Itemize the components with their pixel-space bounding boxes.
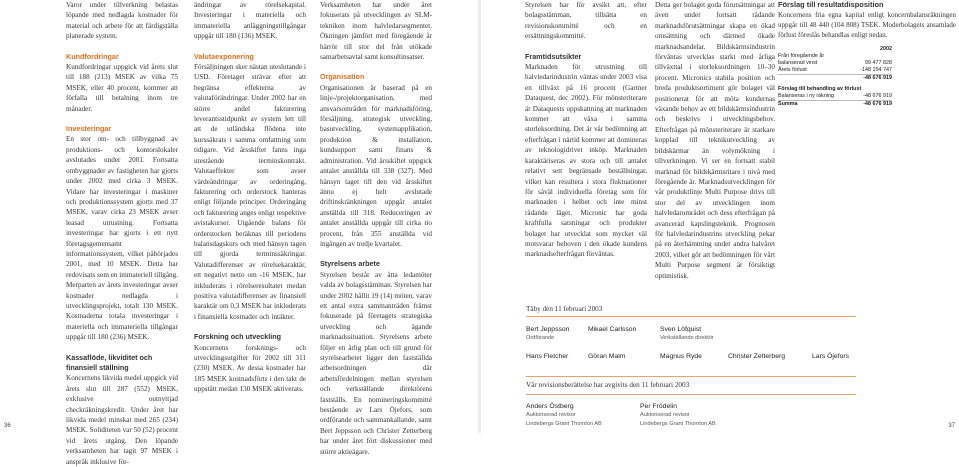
sidebar-heading: Förslag till resultatdisposition	[778, 0, 884, 9]
table-cell: balanserad vinst	[778, 60, 818, 66]
section-heading: Styrelsens arbete	[320, 259, 380, 269]
auditor-firm: Lindebergs Grant Thornton AB	[640, 421, 716, 427]
left-page	[0, 0, 478, 466]
year-header: 2002	[880, 46, 892, 52]
signatory	[728, 352, 785, 361]
section-heading: Investeringar	[66, 124, 112, 134]
paragraph: Detta ger bolaget goda förutsättningar att även under fortsatt rådande marknadsförutsättningar skapa en ökad omsättning och därmed ökade marknadsandelar. Bildskärmsindustrin förväntas utvecklas starkt med årliga tillväxttal i storleksordningen 10–30 procent. Micronics stabila position och breda produktsortiment gör bolaget väl positionerat för att möta kundernas växande behov av ett bildskärmsindustrin och beskrivs i utvecklingsbehov. Efterfrågan på mönsteriterare är starkare kopplad till teknikutveckling av bildskärmar än volymökning i tillverkningen. Vi ser en fortsatt stabil marknad för bildskärmsritare i nivå med föregående år. Marknadsutvecklingen för vår produktlinje Multi Purpose drivs till stor del av utvecklingen inom halvledarområdet och dess efterfrågan på avancerad kapslingsteknik. Prognosen för halvledarindustrins utveckling pekar på en återhämtning under andra halvåret 2003, vilket gör att bedömningen för vårt Multi Purpose segment är försiktigt optimistisk.	[655, 1, 775, 280]
appropriation-table	[778, 46, 892, 108]
auditor	[526, 402, 602, 429]
section-heading: Kundfordringar	[66, 51, 119, 61]
auditor-name: Per Frödelin	[640, 403, 678, 410]
paragraph: Koncernens likvida medel uppgick vid årets slut till 287 (552) MSEK, exklusive outnyttjad checkräkningskredit. Under året har likvida medel minskat med 265 (234) MSEK. Soliditeten var 50 (52) procent vid årets utgång. Den löpande verksamheten har tagit 97 MSEK i anspråk inklusive för-	[66, 374, 178, 466]
section-heading: Framtidsutsikter	[525, 51, 582, 61]
audit-statement: Vår revisionsberättelse har avgivits den 11 februari 2003	[526, 381, 690, 389]
page-number: 37	[948, 423, 955, 429]
table-subheading: Förslag till behandling av förlust	[778, 86, 862, 92]
paragraph: Kundfordringar uppgick vid årets slut till 188 (213) MSEK av vilka 75 MSEK, eller 40 procent, kommer att förfalla till betalning inom tre månader.	[66, 63, 178, 113]
page-number: 36	[4, 423, 11, 429]
table-cell: -48 676 919	[851, 93, 892, 101]
signatory-name: Göran Malm	[588, 353, 626, 360]
sidebar-text: Koncernens fria egna kapital enligt koncernbalansräkningen uppgår till 48 440 (104 808) TSEK. Moderbolagets ansamlade förlust föreslås behandlas enligt nedan.	[778, 11, 956, 39]
table-cell: Från föregående år	[778, 53, 825, 59]
auditor-firm: Lindebergs Grant Thornton AB	[526, 421, 602, 427]
column-4	[525, 0, 647, 260]
paragraph: Marknaden för utrustning till halvledarindustrin väntas under 2003 visa en tillväxt på 16 procent (Gartner Dataquest, dec 2002). För mönsteriterare är Dataquests uppskattning att marknaden kommer att växa i samma storleksordning. Det är vår bedömning att efterfrågan i närtid kommer att domineras av teknologidrivet inköp. Marknaden karaktäriseras av stora och till antalet relativt sett begränsade beställningar, vilket kan resultera i stora fluktuationer för såväl individuella företag som för marknaden i helhet och inte minst rådande läget. Micronic har goda kraftfulla satsningar och produkter bolaget har utvecklat som mycket väl motsvarar behoven i den ökade kundens marknadsefterfrågan förväntas.	[525, 63, 647, 259]
section-heading: Forskning och utveckling	[194, 332, 282, 342]
paragraph: Varor under tillverkning belastas löpande med nedlagda kostnader för material och arbete för att färdigställa planerade system.	[66, 1, 178, 41]
paragraph: En stor om- och tillbyggnad av produktions- och kontorslokaler avslutades under 2001. Fortsatta ombyggnader av fastigheten har gjorts under 2002 med cirka 3 MSEK. Vidare har investeringar i maskiner och produktionssystem gjorts med 37 MSEK, varav cirka 23 MSEK avser leasad utrustning. Fortsatta investeringar har gjorts i ett nytt företagsgemensamt informationssystem, vilket påbörjades 2001, med 10 MSEK. Detta har redovisats som en immateriell tillgång. Merparten av årets investeringar avser kostnader nedlagda i utvecklingsprojekt, totalt 130 MSEK. Kostnaderna totala investeringar i materiella och immateriella tillgångar uppgår till 180 (236) MSEK.	[66, 135, 178, 342]
section-heading: Kassaflöde, likviditet och finansiell ställning	[66, 352, 153, 372]
table-cell	[851, 53, 892, 60]
section-heading: Valutaexponering	[194, 51, 254, 61]
signatory	[526, 352, 568, 361]
signature-date: Täby den 11 februari 2003	[526, 305, 603, 313]
auditor-name: Anders Östberg	[526, 403, 574, 410]
section-heading: Organisation	[320, 72, 365, 82]
divider	[526, 376, 856, 377]
divider	[526, 394, 856, 395]
table-cell: -48 676 919	[863, 75, 892, 81]
auditor-role: Auktoriserad revisor	[640, 412, 690, 418]
signatory	[588, 352, 625, 361]
signatory-name: Magnus Ryde	[660, 353, 702, 360]
signatory	[660, 352, 702, 361]
auditor-role: Auktoriserad revisor	[526, 412, 576, 418]
divider	[526, 316, 856, 317]
paragraph: Koncernens forsknings- och utvecklingsutgifter för 2002 till 311 (230) MSEK. Av dessa kostnader har 185 MSEK kostnadsförts i den takt de uppstått medan 130 MSEK aktiverats.	[194, 343, 306, 394]
signatory	[526, 325, 569, 343]
signatory-name: Bert Jeppsson	[526, 326, 570, 333]
paragraph: Försäljningen sker nästan uteslutande i USD. Företaget strävar efter att begränsa effekterna av valutaförändringar. Under 2002 har en större andel fakturering leverantsstidpunkt av system lett till att de utländska flödena inte kurssäkrats i samma omfattning som tidigare. Vid årsskiftet fanns inga utestående terminskontrakt. Valutaeffekter som avser värdeändringar av orderingång, fakturering och orderstock hanteras enligt följande principer. Orderingång och fakturering anges enligt respektive avistakurser. Utgående balans för orderstocken beräknas till periodens balansdagskurs och med hänsyn tagen till gjorda terminssäkringar. Valutadifferenser av rörelsekaraktär, ett negativt netto om -16 MSEK, har inkluderats i rörelseresultatet medan positiva valutadifferenser av finansiell karaktär om 0,3 MSEK har inkluderats i finansiella kostnader och intäkter.	[194, 63, 306, 321]
table-cell: -148 154 747	[851, 67, 892, 75]
table-cell: -48 676 919	[863, 101, 892, 107]
table-cell: 99 477 828	[865, 60, 892, 66]
signatory-name: Christer Zetterberg	[728, 353, 786, 360]
signatory-name: Lars Öjefors	[812, 353, 850, 360]
column-5	[655, 0, 775, 281]
signatory-name: Hans Fletcher	[526, 353, 569, 360]
paragraph: Styrelsen har för avsikt att, efter bolagsstämman, tillsätta en revisionskommitté och en ersättningskommitté.	[525, 1, 647, 41]
signatory-role: Verkställande direktör	[660, 335, 714, 341]
paragraph: ändringar av rörelsekapital. Investeringar i materiella och immateriella anläggningstillgångar uppgår till 180 (136) MSEK.	[194, 1, 306, 41]
column-3	[320, 0, 432, 457]
auditor	[640, 402, 716, 429]
signatory	[812, 352, 849, 361]
column-1	[66, 0, 178, 467]
paragraph: Organisationen är baserad på en linje-/projektorganisation, med ansvarsområden för marknadsföring, försäljning, strategisk utveckling, basutveckling, systemapplikation, produktion & installation, kundsupport samt finans & administration. Vid årsskiftet uppgick antalet anställda till 338 (327). Med hänsyn taget till den vid årsskiftet ännu ej helt avslutade driftinskränkningen uppgår antalet anställda till 318. Reduceringen av antalet anställda uppgår till cirka tio procent, från 355 anställda vid ingången av tredje kvartalet.	[320, 83, 432, 248]
signatory-name: Mikael Carlsson	[588, 326, 637, 333]
table-cell: Summa	[778, 101, 798, 107]
signatory-name: Sven Löfquist	[660, 326, 702, 333]
signatory	[660, 325, 714, 343]
paragraph: Verksamheten har under året fokuserats på utvecklingen av SLM-tekniken inom halvledarsegmentet. Ökningen jämfört med föregående år härrör till stor del från utökade samarbetsavtal samt konsultinsatser.	[320, 1, 432, 62]
column-2	[194, 0, 306, 395]
signatory	[588, 325, 636, 334]
appropriation-sidebar	[778, 0, 956, 108]
table-cell: Årets förlust	[778, 67, 851, 75]
signatory-role: Ordförande	[526, 335, 555, 341]
table-cell	[778, 75, 851, 83]
paragraph: Styrelsen består av åtta ledamöter valda av bolagsstämman. Styrelsen har under 2002 hållit 19 (14) möten, varav ett antal extra sammanträden främst fokuserade på företagets strategiska utveckling och ägande marknadssituation. Styrelsens arbete följer en årlig plan och till grund för styrelsearbetet ligger den fastställda arbetsordningen där arbetsfördelningen mellan styrelsen och verkställande direktörens fastställs. En nomineringskommitté bestående av Lars Öjefors, som ordförande och sammankallande, samt Bert Jeppsson och Christer Zetterberg har under året fört diskussioner med större aktieägare.	[320, 270, 432, 456]
table-cell: Balanseras i ny räkning	[778, 93, 851, 101]
